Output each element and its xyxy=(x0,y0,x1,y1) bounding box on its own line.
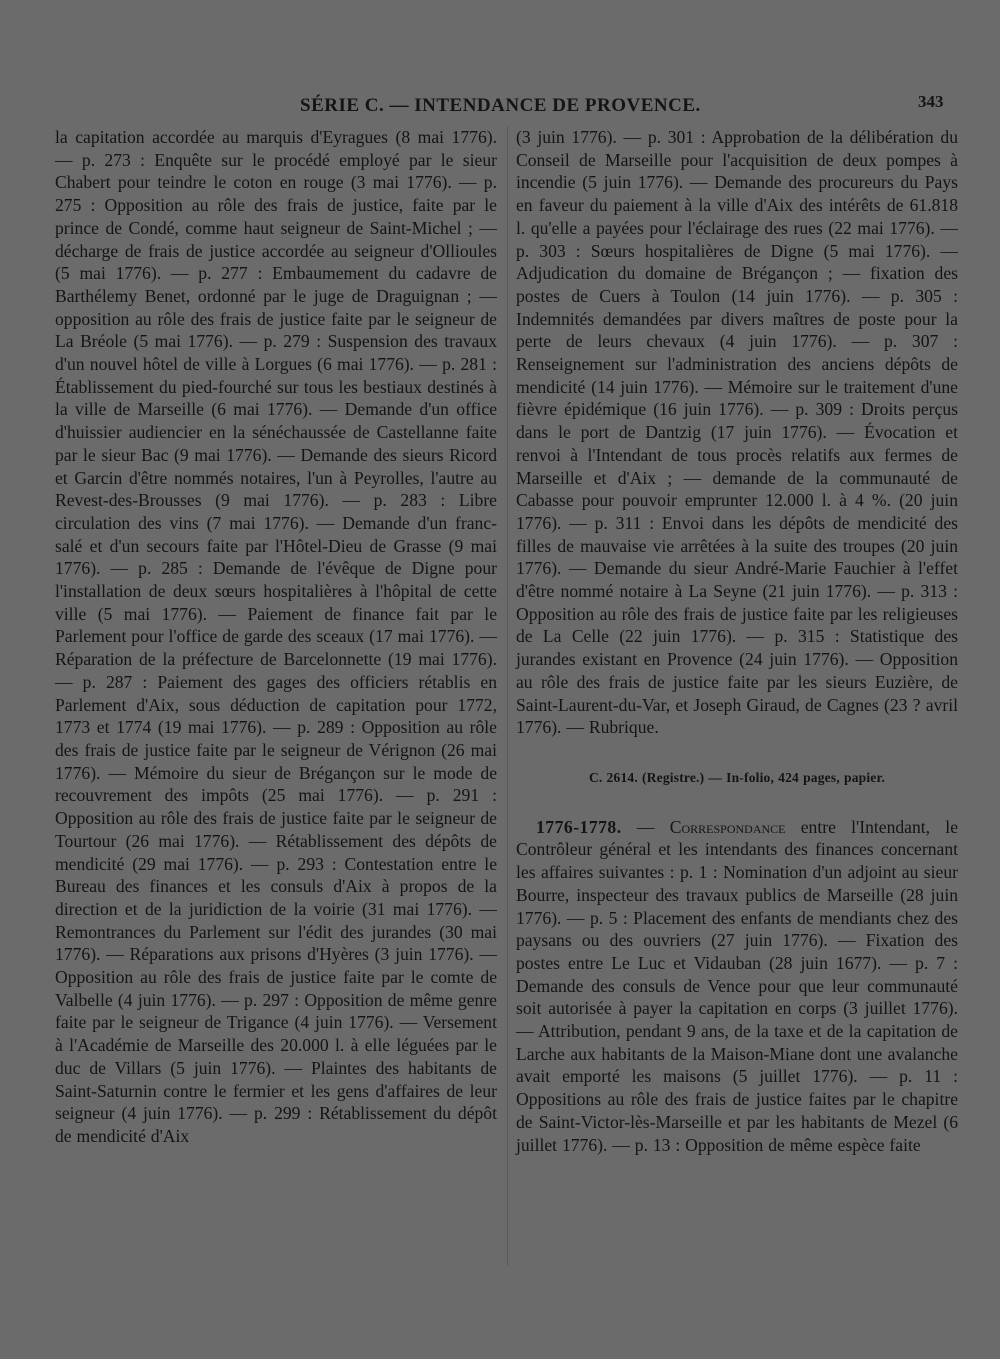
left-column xyxy=(55,126,497,1148)
register-line: C. 2614. (Registre.) — In-folio, 424 pages, papier. xyxy=(588,769,886,785)
right-column-continuation: (3 juin 1776). — p. 301 : Approbation de la délibération du Conseil de Marseille pour l'acquisition de deux pompes à incendie (5 juin 1776). — Demande des procureurs du Pays en faveur du paiement à la ville d'Aix des intérêts de 61.818 l. qu'elle a payées pour l'éclairage des rues (22 mai 1776). — p. 303 : Sœurs hospitalières de Digne (5 mai 1776). — Adjudication du domaine de Brégançon ; — fixation des postes de Cuers à Toulon (14 juin 1776). — p. 305 : Indemnités demandées par divers maîtres de poste pour la perte de leurs chevaux (4 juin 1776). — p. 307 : Renseignement sur l'administration des anciens dépôts de mendicité (14 juin 1776). — Mémoire sur le traitement d'une fièvre épidémique (16 juin 1776). — p. 309 : Droits perçus dans le port de Dantzig (17 juin 1776). — Évocation et renvoi à l'Intendant de tous procès relatifs aux fermes de Marseille et d'Aix ; — demande de la communauté de Cabasse pour pouvoir emprunter 12.000 l. à 4 %. (20 juin 1776). — p. 311 : Envoi dans les dépôts de mendicité des filles de mauvaise vie arrêtées à la suite des troupes (20 juin 1776). — Demande du sieur André-Marie Fauchier à l'effet d'être nommé notaire à La Seyne (21 juin 1776). — p. 313 : Opposition au rôle des frais de justice faite par les religieuses de La Celle (22 juin 1776). — p. 315 : Statistique des jurandes existant en Provence (24 juin 1776). — Opposition au rôle des frais de justice faite par les sieurs Euzière, de Saint-Laurent-du-Var, et Joseph Giraud, de Cagnes (23 ? avril 1776). — Rubrique. xyxy=(516,127,958,738)
column-divider xyxy=(507,126,508,1266)
page-number: 343 xyxy=(918,92,944,111)
running-title: SÉRIE C. — INTENDANCE DE PROVENCE. xyxy=(300,95,701,116)
entry-text: entre l'Intendant, le Contrôleur général et les intendants des finances concernant les affaires suivantes : p. 1 : Nomination d'un adjoint au sieur Bourre, inspecteur des travaux publics de Marseille (28 juin 1776). — p. 5 : Placement des enfants de mendiants chez des paysans ou des ouvriers (27 juin 1776). — Fixation des postes entre Le Luc et Vidauban (28 juin 1677). — p. 7 : Demande des consuls de Vence pour que leur communauté soit autorisée à payer la capitation en corps (3 juillet 1776). — Attribution, pendant 9 ans, de la taxe et de la capitation de Larche aux habitants de la Maison-Miane dont une avalanche avait emporté les maisons (5 juillet 1776). — p. 11 : Oppositions au rôle des frais de justice faites par le chapitre de Saint-Victor-lès-Marseille et par les habitants de Mezel (6 juillet 1776). — p. 13 : Opposition de même espèce faite xyxy=(516,816,959,1155)
right-column xyxy=(516,126,958,1156)
left-column-text: la capitation accordée au marquis d'Eyragues (8 mai 1776). — p. 273 : Enquête sur le procédé employé par le sieur Chabert pour teindre le coton en rouge (3 mai 1776). — p. 275 : Opposition au rôle des frais de justice, faite par le prince de Condé, comme haut seigneur de Saint-Michel ; — décharge de frais de justice accordée au seigneur d'Ollioules (5 mai 1776). — p. 277 : Embaumement du cadavre de Barthélemy Benet, ordonné par le juge de Draguignan ; — opposition au rôle des frais de justice faite par le seigneur de La Bréole (5 mai 1776). — p. 279 : Suspension des travaux d'un nouvel hôtel de ville à Lorgues (6 mai 1776). — p. 281 : Établissement du pied-fourché sur tous les bestiaux destinés à la ville de Marseille (6 mai 1776). — Demande d'un office d'huissier audiencier en la sénéchaussée de Castellanne faite par le sieur Bac (9 mai 1776). — Demande des sieurs Ricord et Garcin d'être nommés notaires, l'un à Peyrolles, l'autre au Revest-des-Brousses (9 mai 1776). — p. 283 : Libre circulation des vins (7 mai 1776). — Demande d'un franc-salé et d'un secours faite par l'Hôtel-Dieu de Grasse (9 mai 1776). — p. 285 : Demande de l'évêque de Digne pour l'installation de deux sœurs hospitalières à l'hôpital de cette ville (5 mai 1776). — Paiement de finance fait par le Parlement pour l'office de garde des sceaux (17 mai 1776). — Réparation de la préfecture de Barcelonnette (19 mai 1776). — p. 287 : Paiement des gages des officiers rétablis en Parlement d'Aix, sous déduction de capitation pour 1772, 1773 et 1774 (19 mai 1776). — p. 289 : Opposition au rôle des frais de justice faite par le seigneur de Vérignon (26 mai 1776). — Mémoire du sieur de Brégançon sur le mode de recouvrement des impôts (25 mai 1776). — p. 291 : Opposition au rôle des frais de justice faite par le seigneur de Tourtour (26 mai 1776). — Rétablissement des dépôts de mendicité (29 mai 1776). — p. 293 : Contestation entre le Bureau des finances et les consuls d'Aix à propos de la direction et de la juridiction de la voirie (31 mai 1776). — Remontrances du Parlement sur l'édit des jurandes (30 mai 1776). — Réparations aux prisons d'Hyères (3 juin 1776). — Opposition au rôle des frais de justice faite par le comte de Valbelle (4 juin 1776). — p. 297 : Opposition de même genre faite par le seigneur de Trigance (4 juin 1776). — Versement à l'Académie de Marseille des 20.000 l. à elle léguées par le duc de Villars (5 juin 1776). — Plaintes des habitants de Saint-Saturnin contre le fermier et les gens d'affaires de leur seigneur (4 juin 1776). — p. 299 : Rétablissement du dépôt de mendicité d'Aix xyxy=(55,127,497,1146)
entry-label: Correspondance xyxy=(669,816,786,837)
entry-paragraph: 1776-1778. — Correspondance entre l'Intendant, le Contrôleur général et les intendants des finances concernant les affaires suivantes : p. 1 : Nomination d'un adjoint au sieur Bourre, inspecteur des travaux publics de Marseille (28 juin 1776). — p. 5 : Placement des enfants de mendiants chez des paysans ou des ouvriers (27 juin 1776). — Fixation des postes entre Le Luc et Vidauban (28 juin 1677). — p. 7 : Demande des consuls de Vence pour que leur communauté soit autorisée à payer la capitation en corps (3 juillet 1776). — Attribution, pendant 9 ans, de la taxe et de la capitation de Larche aux habitants de la Maison-Miane dont une avalanche avait emporté les maisons (5 juillet 1776). — p. 11 : Oppositions au rôle des frais de justice faites par le chapitre de Saint-Victor-lès-Marseille et par les habitants de Mezel (6 juillet 1776). — p. 13 : Opposition de même espèce faite xyxy=(516,816,959,1155)
entry-date: 1776-1778. xyxy=(536,816,622,837)
